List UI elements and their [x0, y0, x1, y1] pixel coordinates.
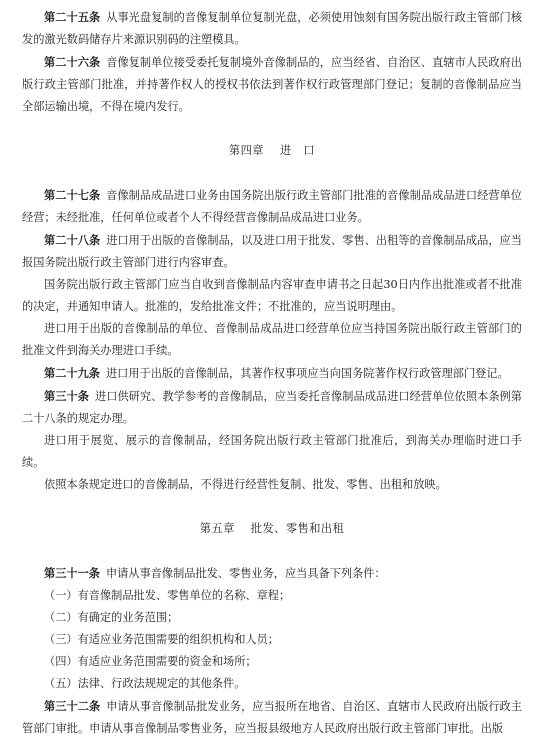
- article-number: 第二十七条: [44, 188, 101, 202]
- blank-line: [22, 540, 522, 562]
- paragraph-text: 进口用于出版的音像制品，以及进口用于批发、零售、出租等的音像制品成品，应当报国务院出版行政主管部门进行内容审查。: [22, 234, 522, 269]
- paragraph-text: 依照本条规定进口的音像制品，不得进行经营性复制、批发、零售、出租和放映。: [44, 478, 447, 491]
- paragraph-text: 进口用于出版的音像制品，其著作权事项应当向国务院著作权行政管理部门登记。: [105, 367, 509, 380]
- article-paragraph: [22, 430, 522, 474]
- paragraph-text: 音像制品成品进口业务由国务院出版行政主管部门批准的音像制品成品进口经营单位经营；未经批准，任何单位或者个人不得经营音像制品成品进口业务。: [22, 189, 522, 224]
- article-paragraph: [22, 695, 522, 740]
- article-paragraph: [22, 562, 522, 585]
- article-number: 第二十六条: [44, 55, 101, 69]
- article-number: 第二十九条: [44, 366, 100, 380]
- chapter-number: 第五章: [199, 522, 235, 535]
- document-page: [22, 6, 522, 740]
- paragraph-text: 国务院出版行政主管部门应当自收到音像制品内容审查申请书之日起30日内作出批准或者不批准的决定，并通知申请人。批准的，发给批准文件；不批准的，应当说明理由。: [22, 278, 522, 313]
- article-number: 第三十条: [44, 389, 89, 403]
- article-number: 第二十八条: [44, 233, 101, 247]
- paragraph-text: 进口用于展览、展示的音像制品，经国务院出版行政主管部门批准后，到海关办理临时进口手续。: [22, 434, 522, 469]
- article-number: 第三十一条: [44, 566, 100, 580]
- paragraph-text: 申请从事音像制品批发业务，应当报所在地省、自治区、直辖市人民政府出版行政主管部门审批。申请从事音像制品零售业务，应当报县级地方人民政府出版行政主管部门审批。出版: [22, 700, 522, 735]
- article-number: 第二十五条: [44, 10, 101, 24]
- paragraph-text: 音像复制单位接受委托复制境外音像制品的，应当经省、自治区、直辖市人民政府出版行政主管部门批准，并持著作权人的授权书依法到著作权行政管理部门登记；复制的音像制品应当全部运输出境，不得在境内发行。: [22, 56, 522, 113]
- chapter-number: 第四章: [228, 144, 264, 157]
- chapter-heading: [22, 140, 522, 162]
- chapter-title: 批发、零售和出租: [250, 522, 345, 535]
- chapter-heading: [22, 518, 522, 540]
- paragraph-text: 进口供研究、教学参考的音像制品，应当委托音像制品成品进口经营单位依照本条例第二十八条的规定办理。: [22, 390, 522, 425]
- article-paragraph: [22, 229, 522, 274]
- blank-line: [22, 118, 522, 140]
- article-paragraph: [22, 184, 522, 229]
- blank-line: [22, 496, 522, 518]
- paragraph-text: 进口用于出版的音像制品的单位、音像制品成品进口经营单位应当持国务院出版行政主管部门的批准文件到海关办理进口手续。: [22, 322, 522, 357]
- list-item: （五）法律、行政法规规定的其他条件。: [44, 677, 246, 690]
- list-item: （四）有适应业务范围需要的资金和场所；: [44, 655, 257, 668]
- paragraph-text: 从事光盘复制的音像复制单位复制光盘，必须使用蚀刻有国务院出版行政主管部门核发的激光数码储存片来源识别码的注塑模具。: [22, 11, 522, 46]
- chapter-title: 进 口: [280, 144, 316, 157]
- article-paragraph: [22, 362, 522, 385]
- article-paragraph: [22, 51, 522, 118]
- article-number: 第三十二条: [44, 699, 101, 713]
- article-paragraph: [22, 385, 522, 430]
- paragraph-text: 申请从事音像制品批发、零售业务，应当具备下列条件：: [105, 567, 386, 580]
- article-paragraph: [22, 274, 522, 318]
- article-paragraph: [22, 318, 522, 362]
- list-item: （三）有适应业务范围需要的组织机构和人员；: [44, 633, 279, 646]
- article-paragraph: [22, 6, 522, 51]
- article-paragraph: [22, 474, 522, 496]
- list-item: （一）有音像制品批发、零售单位的名称、章程；: [44, 589, 291, 602]
- list-item: （二）有确定的业务范围；: [44, 611, 179, 624]
- blank-line: [22, 162, 522, 184]
